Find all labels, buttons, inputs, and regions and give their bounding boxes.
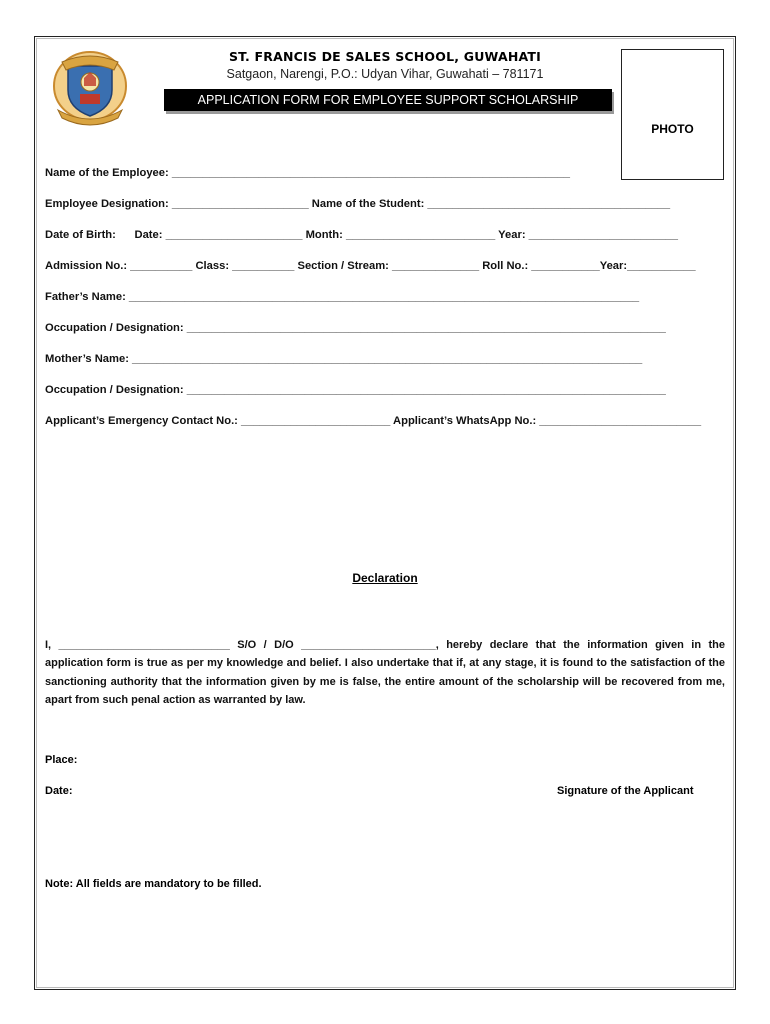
place-label: Place: — [45, 754, 78, 766]
photo-box[interactable] — [621, 49, 724, 180]
designation-student-field[interactable]: Employee Designation: ______________________ Name of the Student: _______________________________________ — [45, 198, 671, 210]
form-title-banner: APPLICATION FORM FOR EMPLOYEE SUPPORT SCHOLARSHIP — [164, 89, 612, 111]
photo-label: PHOTO — [651, 122, 694, 136]
admission-details-field[interactable]: Admission No.: __________ Class: __________ Section / Stream: ______________ Roll No.: ___________Year:___________ — [45, 260, 696, 272]
date-label: Date: — [45, 785, 73, 797]
school-name: ST. FRANCIS DE SALES SCHOOL, GUWAHATI — [228, 49, 542, 64]
father-occupation-field[interactable]: Occupation / Designation: _____________________________________________________________________________ — [45, 322, 666, 334]
employee-name-field[interactable]: Name of the Employee: ________________________________________________________________ — [45, 167, 571, 179]
contact-numbers-field[interactable]: Applicant’s Emergency Contact No.: ________________________ Applicant’s WhatsApp No.: __________________________ — [45, 415, 702, 427]
declaration-title: Declaration — [352, 571, 418, 585]
school-logo-icon — [50, 48, 130, 126]
page-border-inner — [36, 38, 734, 988]
school-address: Satgaon, Narengi, P.O.: Udyan Vihar, Guwahati – 781171 — [226, 67, 544, 81]
mother-name-field[interactable]: Mother’s Name: __________________________________________________________________________________ — [45, 353, 643, 365]
date-of-birth-field[interactable]: Date of Birth: Date: ______________________ Month: ________________________ Year: ________________________ — [45, 229, 678, 241]
mother-occupation-field[interactable]: Occupation / Designation: _____________________________________________________________________________ — [45, 384, 666, 396]
father-name-field[interactable]: Father’s Name: __________________________________________________________________________________ — [45, 291, 640, 303]
mandatory-note: Note: All fields are mandatory to be filled. — [45, 878, 262, 890]
signature-label: Signature of the Applicant — [557, 785, 694, 797]
declaration-body: I, ____________________________ S/O / D/O ______________________, hereby declare that the information given in the application form is true as per my knowledge and belief. I also undertake that if, at any stage, it is found to the satisfaction of the sanctioning authority that the information given by me is false, the entire amount of the scholarship will be recovered from me, apart from such penal action as warranted by law. — [45, 639, 725, 707]
